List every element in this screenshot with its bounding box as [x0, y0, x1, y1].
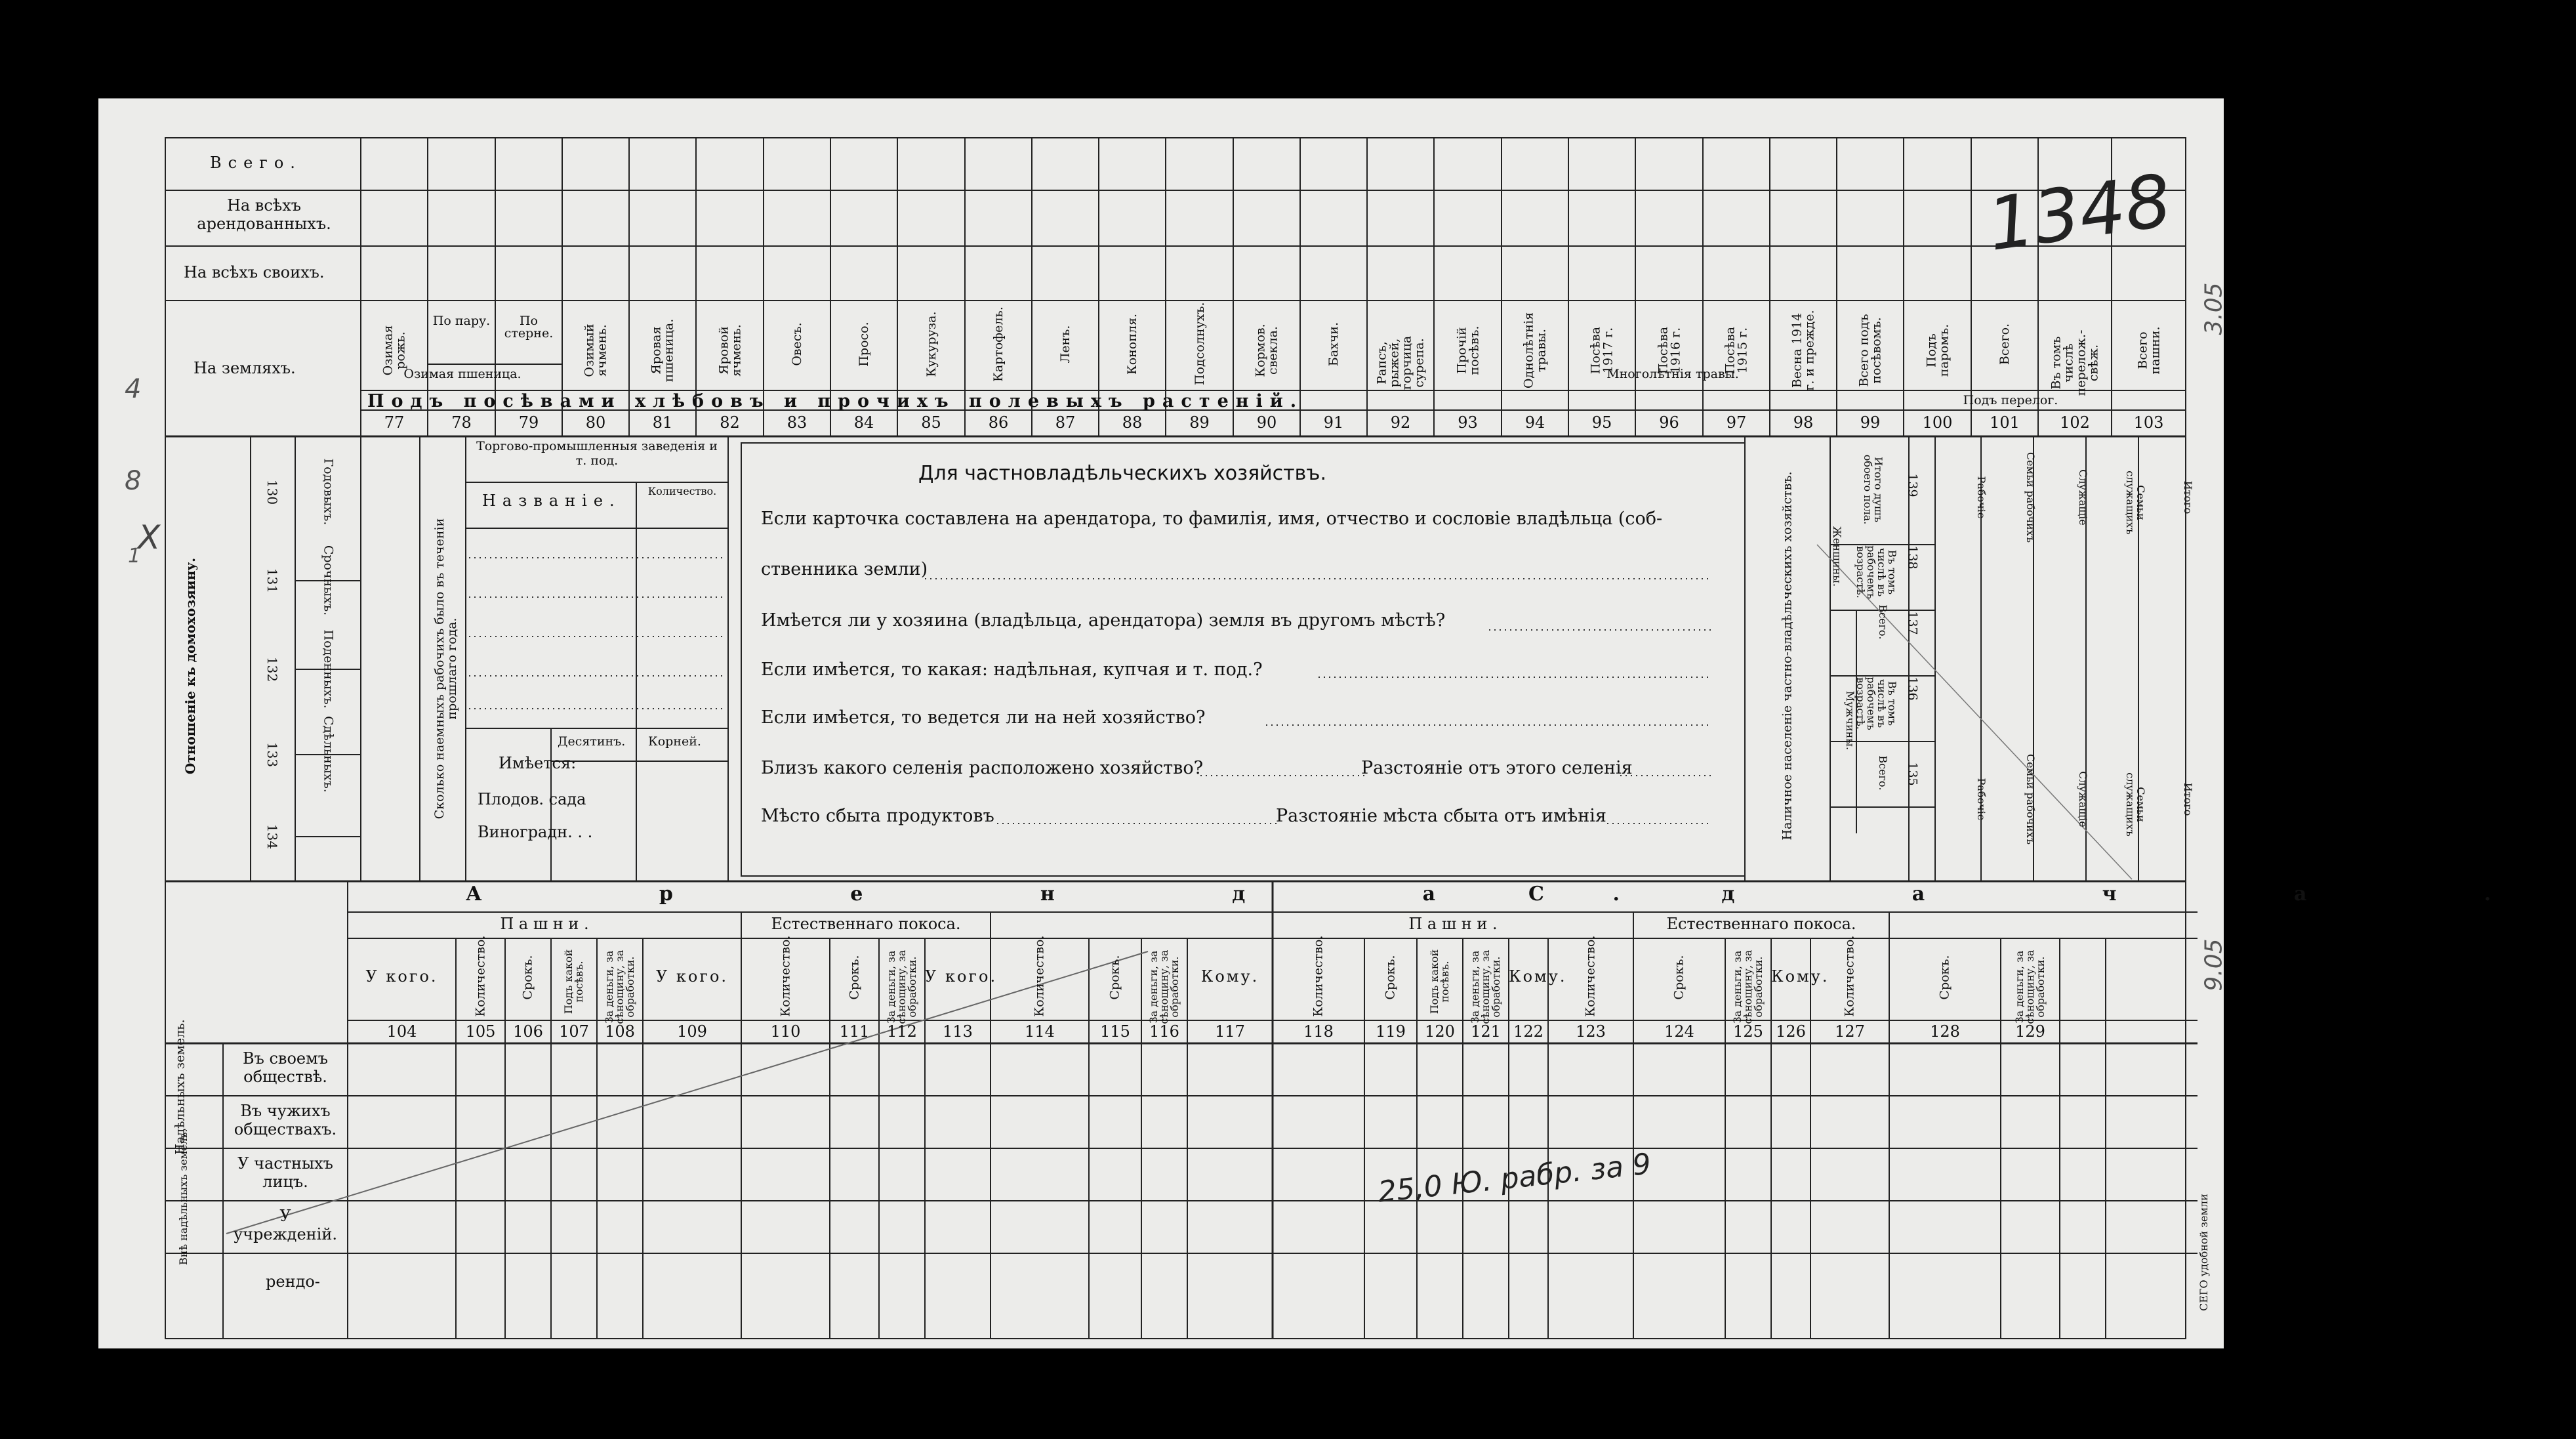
arenda-col-header-127: Количество.: [1842, 935, 1857, 1017]
question-6: Мѣсто сбыта продуктовъ: [761, 806, 994, 826]
arenda-col-num-118: 118: [1303, 1022, 1334, 1041]
trade-name-header: Названіе.: [482, 491, 621, 510]
arenda-col-header-122: Кому.: [1509, 967, 1567, 986]
pop-col-top-3: Семьи служащихъ: [2124, 470, 2147, 535]
crop-number-79: 79: [518, 413, 539, 432]
arenda-col-num-119: 119: [1376, 1022, 1406, 1041]
crop-number-102: 102: [2060, 413, 2090, 432]
fallow-header: Подъ перелог.: [1963, 393, 2058, 407]
arenda-col-num-127: 127: [1835, 1022, 1865, 1041]
pop-women-working: Въ томъ числѣ въ рабочемъ возрастѣ.: [1854, 545, 1898, 599]
question-4: Если имѣется, то ведется ли на ней хозяйство?: [761, 707, 1206, 728]
pencil-note-mid: 9.05: [2200, 938, 2228, 991]
arenda-pashni-header: П а ш н и .: [500, 915, 589, 933]
arenda-col-num-104: 104: [386, 1022, 417, 1041]
arenda-col-num-105: 105: [465, 1022, 496, 1041]
side-mark-3: Х: [138, 518, 161, 556]
side-mark-1: 4: [125, 374, 142, 404]
ink-note: 25,0 Ю. рабр. за 9: [1376, 1147, 1653, 1209]
question-6b: Разстояніе мѣста сбыта отъ имѣнія: [1276, 806, 1606, 826]
arenda-col-header-121: За деньги, за сѣнощину, за обработки.: [1469, 949, 1502, 1024]
arenda-col-header-129: За деньги, за сѣнощину, за обработки.: [2013, 949, 2047, 1024]
question-1: Если карточка составлена на арендатора, то фамилія, имя, отчество и сословіе владѣльца (соб-: [761, 509, 1663, 529]
arenda-col-num-128: 128: [1930, 1022, 1960, 1041]
relation-row-num-134: 134: [264, 824, 280, 850]
crop-number-95: 95: [1591, 413, 1612, 432]
trade-qty-header: Количество.: [647, 485, 717, 497]
nadel-group-label: Надѣльныхъ земель.: [173, 1019, 188, 1155]
relation-row-label-131: Срочныхъ.: [321, 545, 336, 616]
arenda-col-header-111: Срокъ.: [847, 955, 861, 1000]
arenda-col-header-113: У кого.: [925, 967, 998, 986]
relation-row-label-132: Поденныхъ.: [321, 629, 336, 709]
crop-number-84: 84: [853, 413, 874, 432]
arenda-col-header-104: У кого.: [365, 967, 438, 986]
crop-number-85: 85: [921, 413, 941, 432]
arenda-col-header-120: Подъ какой посѣвъ.: [1428, 949, 1451, 1014]
pop-both-sexes: Итого душъ обоего пола.: [1862, 454, 1885, 525]
crop-header-97: Посѣва 1915 г.: [1723, 326, 1750, 375]
crop-number-103: 103: [2133, 413, 2164, 432]
pop-col-top-1: Семьи рабочихъ: [2024, 451, 2037, 543]
arenda-col-header-118: Количество.: [1311, 935, 1326, 1017]
relation-row-num-132: 132: [264, 656, 280, 682]
question-3: Если имѣется, то какая: надѣльная, купчая и т. под.?: [761, 659, 1263, 680]
crop-header-81: Яровая пшеница.: [649, 318, 676, 383]
arenda-col-header-108: За деньги, за сѣнощину, за обработки.: [603, 949, 636, 1024]
arenda-col-header-125: За деньги, за сѣнощину, за обработки.: [1731, 949, 1765, 1024]
vineyard-label: Виноградн. . .: [478, 823, 593, 841]
row-partial-label: рендо-: [266, 1272, 320, 1291]
crop-number-94: 94: [1524, 413, 1545, 432]
crop-number-82: 82: [720, 413, 740, 432]
relation-row-num-133: 133: [264, 741, 280, 768]
row-institutions: У учрежденій.: [234, 1207, 337, 1243]
relation-row-label-130: Годовыхъ.: [321, 458, 336, 526]
crop-header-79: По стерне.: [504, 314, 554, 341]
crop-header-85: Кукуруза.: [924, 311, 939, 377]
sdacha-pokos-header: Естественнаго покоса.: [1666, 915, 1856, 933]
crop-header-91: Бахчи.: [1326, 322, 1341, 367]
trade-title: Торгово-промышленныя заведенія и т. под.: [476, 439, 718, 468]
arenda-col-num-126: 126: [1776, 1022, 1806, 1041]
pop-col-top-4: Итого: [2182, 480, 2194, 514]
relation-row-num-131: 131: [264, 568, 280, 594]
arenda-col-num-109: 109: [677, 1022, 707, 1041]
desyatin-header: Десятинъ.: [558, 734, 626, 749]
arenda-pokos-header: Естественнаго покоса.: [771, 915, 961, 933]
arenda-col-header-117: Кому.: [1200, 967, 1259, 986]
arenda-col-num-113: 113: [943, 1022, 973, 1041]
crop-header-80: Озимый ячмень.: [582, 323, 609, 377]
right-edge-label: СЕГО удобной земли: [2198, 1194, 2210, 1311]
hired-workers-label: Сколько наемныхъ рабочихъ было въ теченіи прошлаго года.: [432, 518, 459, 820]
side-mark-2: 8: [125, 466, 142, 496]
crop-header-88: Конопля.: [1125, 314, 1139, 375]
crop-number-87: 87: [1055, 413, 1076, 432]
crop-header-96: Посѣва 1916 г.: [1656, 326, 1683, 375]
pop-num-138: 138: [1905, 545, 1920, 570]
arenda-col-num-111: 111: [839, 1022, 870, 1041]
crop-number-97: 97: [1726, 413, 1747, 432]
pencil-note-top: 3.05: [2200, 282, 2228, 335]
row-rented-label: На всѣхъ арендованныхъ.: [197, 196, 331, 233]
relation-row-num-130: 130: [264, 479, 280, 505]
arenda-col-num-129: 129: [2015, 1022, 2045, 1041]
perennial-grasses-header: Многолѣтнія травы.: [1606, 367, 1739, 381]
arenda-col-num-107: 107: [559, 1022, 589, 1041]
pop-men-working: Въ томъ числѣ въ рабочемъ возрастѣ.: [1854, 677, 1898, 730]
crop-number-92: 92: [1390, 413, 1411, 432]
kornei-header: Корней.: [648, 734, 701, 749]
arenda-col-header-107: Подъ какой посѣвъ.: [562, 949, 585, 1014]
arenda-col-num-108: 108: [605, 1022, 635, 1041]
crop-number-100: 100: [1922, 413, 1953, 432]
arenda-col-header-110: Количество.: [778, 935, 792, 1017]
pop-num-135: 135: [1905, 762, 1920, 786]
population-title: Наличное населеніе частно-владѣльческихъ хозяйствъ.: [1780, 471, 1795, 841]
arenda-col-num-125: 125: [1733, 1022, 1763, 1041]
pop-col-bottom-0: Рабочіе: [1975, 778, 1988, 821]
pop-col-bottom-2: Служащіе: [2077, 771, 2089, 827]
question-2: Имѣется ли у хозяина (владѣльца, арендатора) земля въ другомъ мѣстѣ?: [761, 610, 1446, 631]
crop-header-93: Прочій посѣвъ.: [1454, 325, 1481, 375]
crop-number-96: 96: [1659, 413, 1679, 432]
crop-header-78: По пару.: [432, 314, 491, 328]
row-lands-label: На земляхъ.: [194, 359, 296, 377]
crop-header-77: Озимая рожь.: [380, 325, 408, 376]
crop-number-77: 77: [384, 413, 405, 432]
arenda-col-num-106: 106: [513, 1022, 543, 1041]
has-label: Имѣется:: [499, 754, 577, 772]
pop-col-top-0: Рабочіе: [1975, 476, 1988, 519]
crop-number-90: 90: [1256, 413, 1277, 432]
crop-header-102: Въ томъ числѣ перелож.-свѣж.: [2049, 329, 2101, 396]
question-1b: ственника земли): [761, 559, 928, 579]
crop-number-101: 101: [1990, 413, 2020, 432]
crop-header-83: Овесъ.: [790, 322, 804, 366]
arenda-col-num-123: 123: [1576, 1022, 1606, 1041]
pop-num-136: 136: [1905, 677, 1920, 701]
pop-num-137: 137: [1905, 611, 1920, 635]
crop-number-78: 78: [451, 413, 472, 432]
pop-women: Женщины.: [1831, 526, 1843, 587]
sdacha-pashni-header: П а ш н и .: [1408, 915, 1498, 933]
pop-col-bottom-1: Семьи рабочихъ: [2024, 753, 2037, 845]
crop-number-88: 88: [1122, 413, 1143, 432]
crop-header-98: Весна 1914 г. и прежде.: [1789, 310, 1817, 391]
crop-header-92: Рапсъ, рыжей, горчица сурепа.: [1374, 335, 1427, 390]
arenda-col-num-120: 120: [1425, 1022, 1455, 1041]
arenda-col-header-106: Срокъ.: [520, 955, 535, 1000]
row-own-community: Въ своемъ обществѣ.: [242, 1049, 329, 1086]
arenda-col-num-117: 117: [1215, 1022, 1245, 1041]
relation-row-label-133: Сдѣльныхъ.: [321, 716, 336, 793]
crop-header-87: Ленъ.: [1058, 325, 1073, 364]
sdacha-title: С д а ч а .: [1528, 883, 2576, 906]
arenda-col-num-115: 115: [1100, 1022, 1130, 1041]
arenda-col-header-124: Срокъ.: [1671, 955, 1687, 1000]
arenda-col-num-122: 122: [1513, 1022, 1544, 1041]
arenda-col-header-123: Количество.: [1583, 935, 1598, 1017]
crop-header-82: Яровой ячмень.: [716, 324, 743, 377]
question-5b: Разстояніе отъ этого селенія: [1361, 758, 1633, 778]
pop-col-top-2: Служащіе: [2077, 469, 2089, 526]
crop-header-84: Просо.: [857, 322, 871, 367]
crop-header-94: Однолѣтнія травы.: [1521, 312, 1549, 389]
arenda-col-header-119: Срокъ.: [1383, 955, 1398, 1000]
pop-col-bottom-3: Семьи служащихъ: [2124, 772, 2147, 837]
arenda-col-header-128: Срокъ.: [1937, 955, 1952, 1000]
relation-title: Отношеніе къ домохозяину.: [182, 557, 198, 774]
question-5: Близъ какого селенія расположено хозяйство?: [761, 758, 1204, 778]
arenda-col-num-112: 112: [887, 1022, 917, 1041]
crop-header-100: Подъ паромъ.: [1924, 323, 1951, 377]
crop-number-86: 86: [988, 413, 1009, 432]
arenda-col-header-109: У кого.: [655, 967, 729, 986]
crop-number-83: 83: [787, 413, 808, 432]
crop-number-91: 91: [1323, 413, 1344, 432]
crop-number-81: 81: [652, 413, 673, 432]
row-total-label: Всего.: [210, 154, 302, 172]
crop-header-89: Подсолнухъ.: [1192, 302, 1207, 385]
crop-number-89: 89: [1189, 413, 1210, 432]
pop-men-total: Всего.: [1877, 755, 1889, 791]
arenda-col-num-124: 124: [1664, 1022, 1694, 1041]
crop-number-93: 93: [1458, 413, 1478, 432]
census-card-sheet: [98, 98, 2576, 1348]
crop-header-95: Посѣва 1917 г.: [1588, 326, 1616, 375]
sown-band-title: Подъ посѣвами хлѣбовъ и прочихъ полевыхъ растеній.: [367, 391, 1304, 411]
pop-men: Мужчины.: [1844, 690, 1856, 751]
orchard-label: Плодов. сада: [478, 790, 586, 808]
arenda-col-header-105: Количество.: [473, 935, 487, 1017]
row-private-persons: У частныхъ лицъ.: [237, 1154, 333, 1191]
side-mark-4: 1: [128, 545, 141, 568]
vne-group-label: Внѣ надѣльныхъ земель.: [177, 1129, 190, 1265]
row-own-label: На всѣхъ своихъ.: [184, 263, 325, 282]
arenda-title: А р е н д а .: [466, 883, 1705, 906]
crop-header-86: Картофель.: [991, 306, 1006, 382]
pop-num-139: 139: [1905, 473, 1920, 497]
pop-col-bottom-4: Итого: [2182, 782, 2194, 816]
row-other-community: Въ чужихъ обществахъ.: [234, 1102, 337, 1138]
crop-header-90: Кормов. свекла.: [1253, 323, 1280, 377]
arenda-col-header-115: Срокъ.: [1107, 955, 1122, 1000]
arenda-col-header-112: За деньги, за сѣнощину, за обработки.: [885, 949, 918, 1024]
arenda-col-header-116: За деньги, за сѣнощину, за обработки.: [1147, 949, 1181, 1024]
arenda-col-num-116: 116: [1149, 1022, 1179, 1041]
private-title: Для частновладѣльческихъ хозяйствъ.: [918, 462, 1327, 485]
crop-number-80: 80: [585, 413, 606, 432]
crop-header-101: Всего.: [1997, 323, 2012, 365]
crop-header-103: Всего пашни.: [2135, 326, 2162, 375]
winter-wheat-header: Озимая пшеница.: [403, 367, 521, 381]
crop-number-99: 99: [1860, 413, 1881, 432]
pop-women-total: Всего.: [1877, 604, 1889, 640]
crop-header-99: Всего подъ посѣвомъ.: [1856, 314, 1884, 387]
arenda-col-header-114: Количество.: [1032, 935, 1047, 1017]
arenda-col-header-126: Кому.: [1771, 967, 1830, 986]
arenda-col-num-121: 121: [1471, 1022, 1501, 1041]
crop-number-98: 98: [1793, 413, 1814, 432]
arenda-col-num-114: 114: [1025, 1022, 1055, 1041]
handwritten-card-number: 1348: [1982, 158, 2177, 267]
arenda-col-num-110: 110: [770, 1022, 801, 1041]
